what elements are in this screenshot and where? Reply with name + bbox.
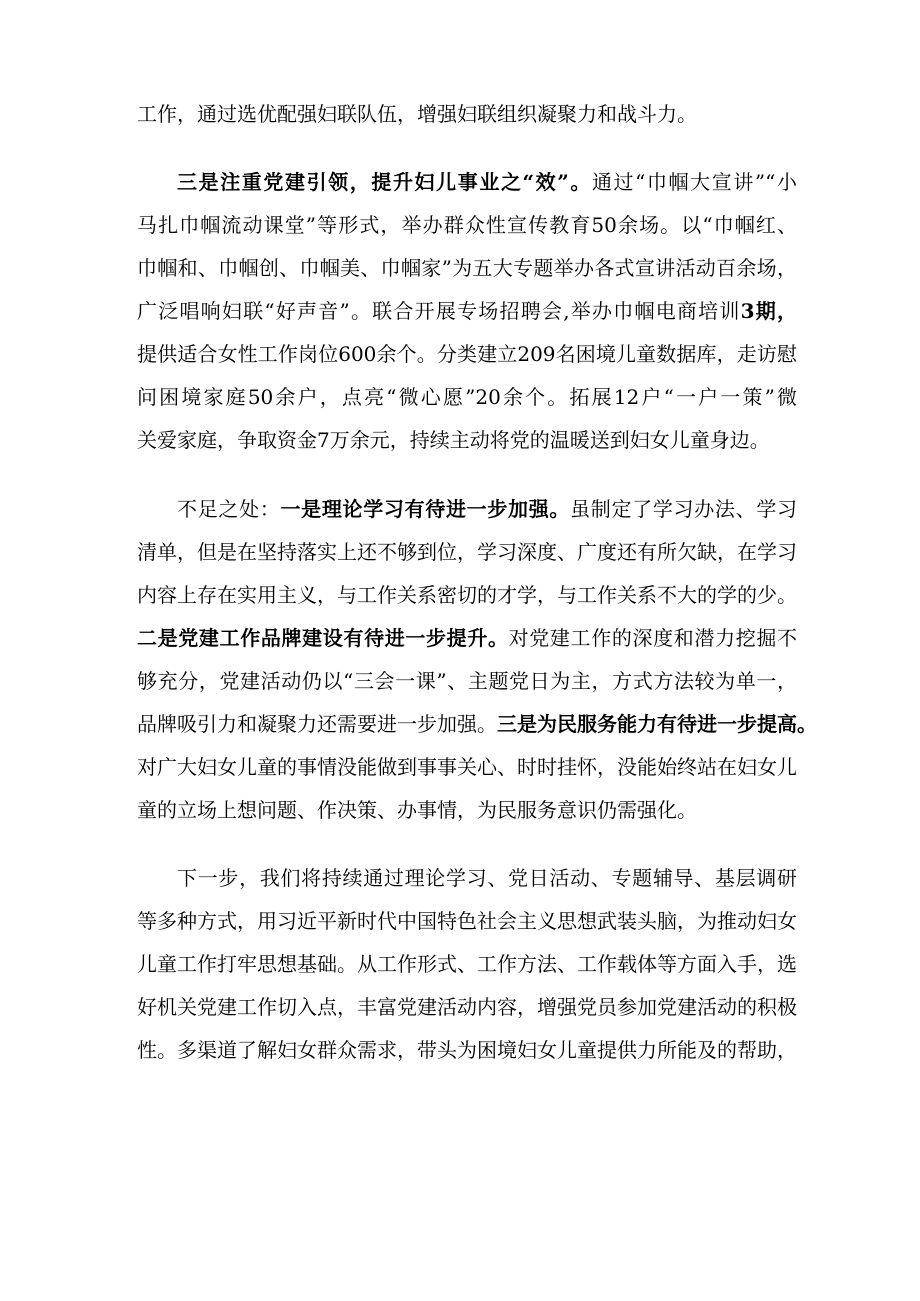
paragraph-3-line-8: 童的立场上想问题、作决策、办事情，为民服务意识仍需强化。 [137, 798, 697, 822]
paragraph-1-line-1: 工作，通过选优配强妇联队伍，增强妇联组织凝聚力和战斗力。 [137, 102, 697, 126]
paragraph-2-line-3: 巾帼和、巾帼创、巾帼美、巾帼家”为五大专题举办各式宣讲活动百余场， [137, 256, 797, 280]
text-span: 虽制定了学习办法、学习 [570, 497, 798, 521]
paragraph-3-line-7: 对广大妇女儿童的事情没能做到事事关心、时时挂怀，没能始终站在妇女儿 [137, 755, 797, 779]
paragraph-4-line-1: 下一步，我们将持续通过理论学习、党日活动、专题辅导、基层调研 [177, 866, 797, 890]
text-span: 不足之处： [177, 497, 281, 521]
bold-span: 3期， [740, 299, 797, 323]
text-span: 广泛唱响妇联“好声音”。联合开展专场招聘会,举办巾帼电商培训 [137, 299, 741, 323]
paragraph-3-line-1 [177, 494, 797, 524]
heading-one: 一是理论学习有待进一步加强。 [280, 497, 571, 521]
paragraph-2-line-7: 关爱家庭，争取资金7万余元，持续主动将党的温暖送到妇女儿童身边。 [137, 428, 770, 452]
paragraph-2-line-6: 问困境家庭50余户，点亮“微心愿”20余个。拓展12户“一户一策”微 [137, 385, 797, 409]
text-span: 品牌吸引力和凝聚力还需要进一步加强。 [137, 712, 497, 736]
paragraph-4-line-5: 性。多渠道了解妇女群众需求，带头为困境妇女儿童提供力所能及的帮助， [137, 1038, 797, 1062]
paragraph-4-line-2: 等多种方式，用习近平新时代中国特色社会主义思想武装头脑，为推动妇女 [137, 909, 797, 933]
paragraph-2-line-1 [177, 167, 797, 197]
paragraph-3-line-3: 内容上存在实用主义，与工作关系密切的才学，与工作关系不大的学的少。 [137, 583, 797, 607]
heading-two: 二是党建工作品牌建设有待进一步提升。 [137, 626, 509, 650]
text-span: 通过“巾帼大宣讲”“小 [591, 170, 797, 194]
paragraph-4-line-3: 儿童工作打牢思想基础。从工作形式、工作方法、工作载体等方面入手，选 [137, 952, 797, 976]
paragraph-4-line-4: 好机关党建工作切入点，丰富党建活动内容，增强党员参加党建活动的积极 [137, 995, 797, 1019]
paragraph-2-line-5: 提供适合女性工作岗位600余个。分类建立209名困境儿童数据库，走访慰 [137, 342, 797, 366]
paragraph-3-line-5: 够充分，党建活动仍以“三会一课”、主题党日为主，方式方法较为单一， [137, 669, 797, 693]
paragraph-3-line-2: 清单，但是在坚持落实上还不够到位，学习深度、广度还有所欠缺，在学习 [137, 540, 797, 564]
paragraph-2-line-4 [137, 296, 797, 326]
text-span: 对党建工作的深度和潜力挖掘不 [508, 626, 798, 650]
paragraph-3-line-4 [137, 623, 797, 653]
paragraph-2-line-2: 马扎巾帼流动课堂”等形式，举办群众性宣传教育50余场。以“巾帼红、 [137, 213, 797, 237]
heading-three: 三是注重党建引领，提升妇儿事业之“效”。 [177, 170, 592, 194]
heading-three-b: 三是为民服务能力有待进一步提高。 [497, 712, 817, 736]
paragraph-3-line-6 [137, 709, 817, 739]
